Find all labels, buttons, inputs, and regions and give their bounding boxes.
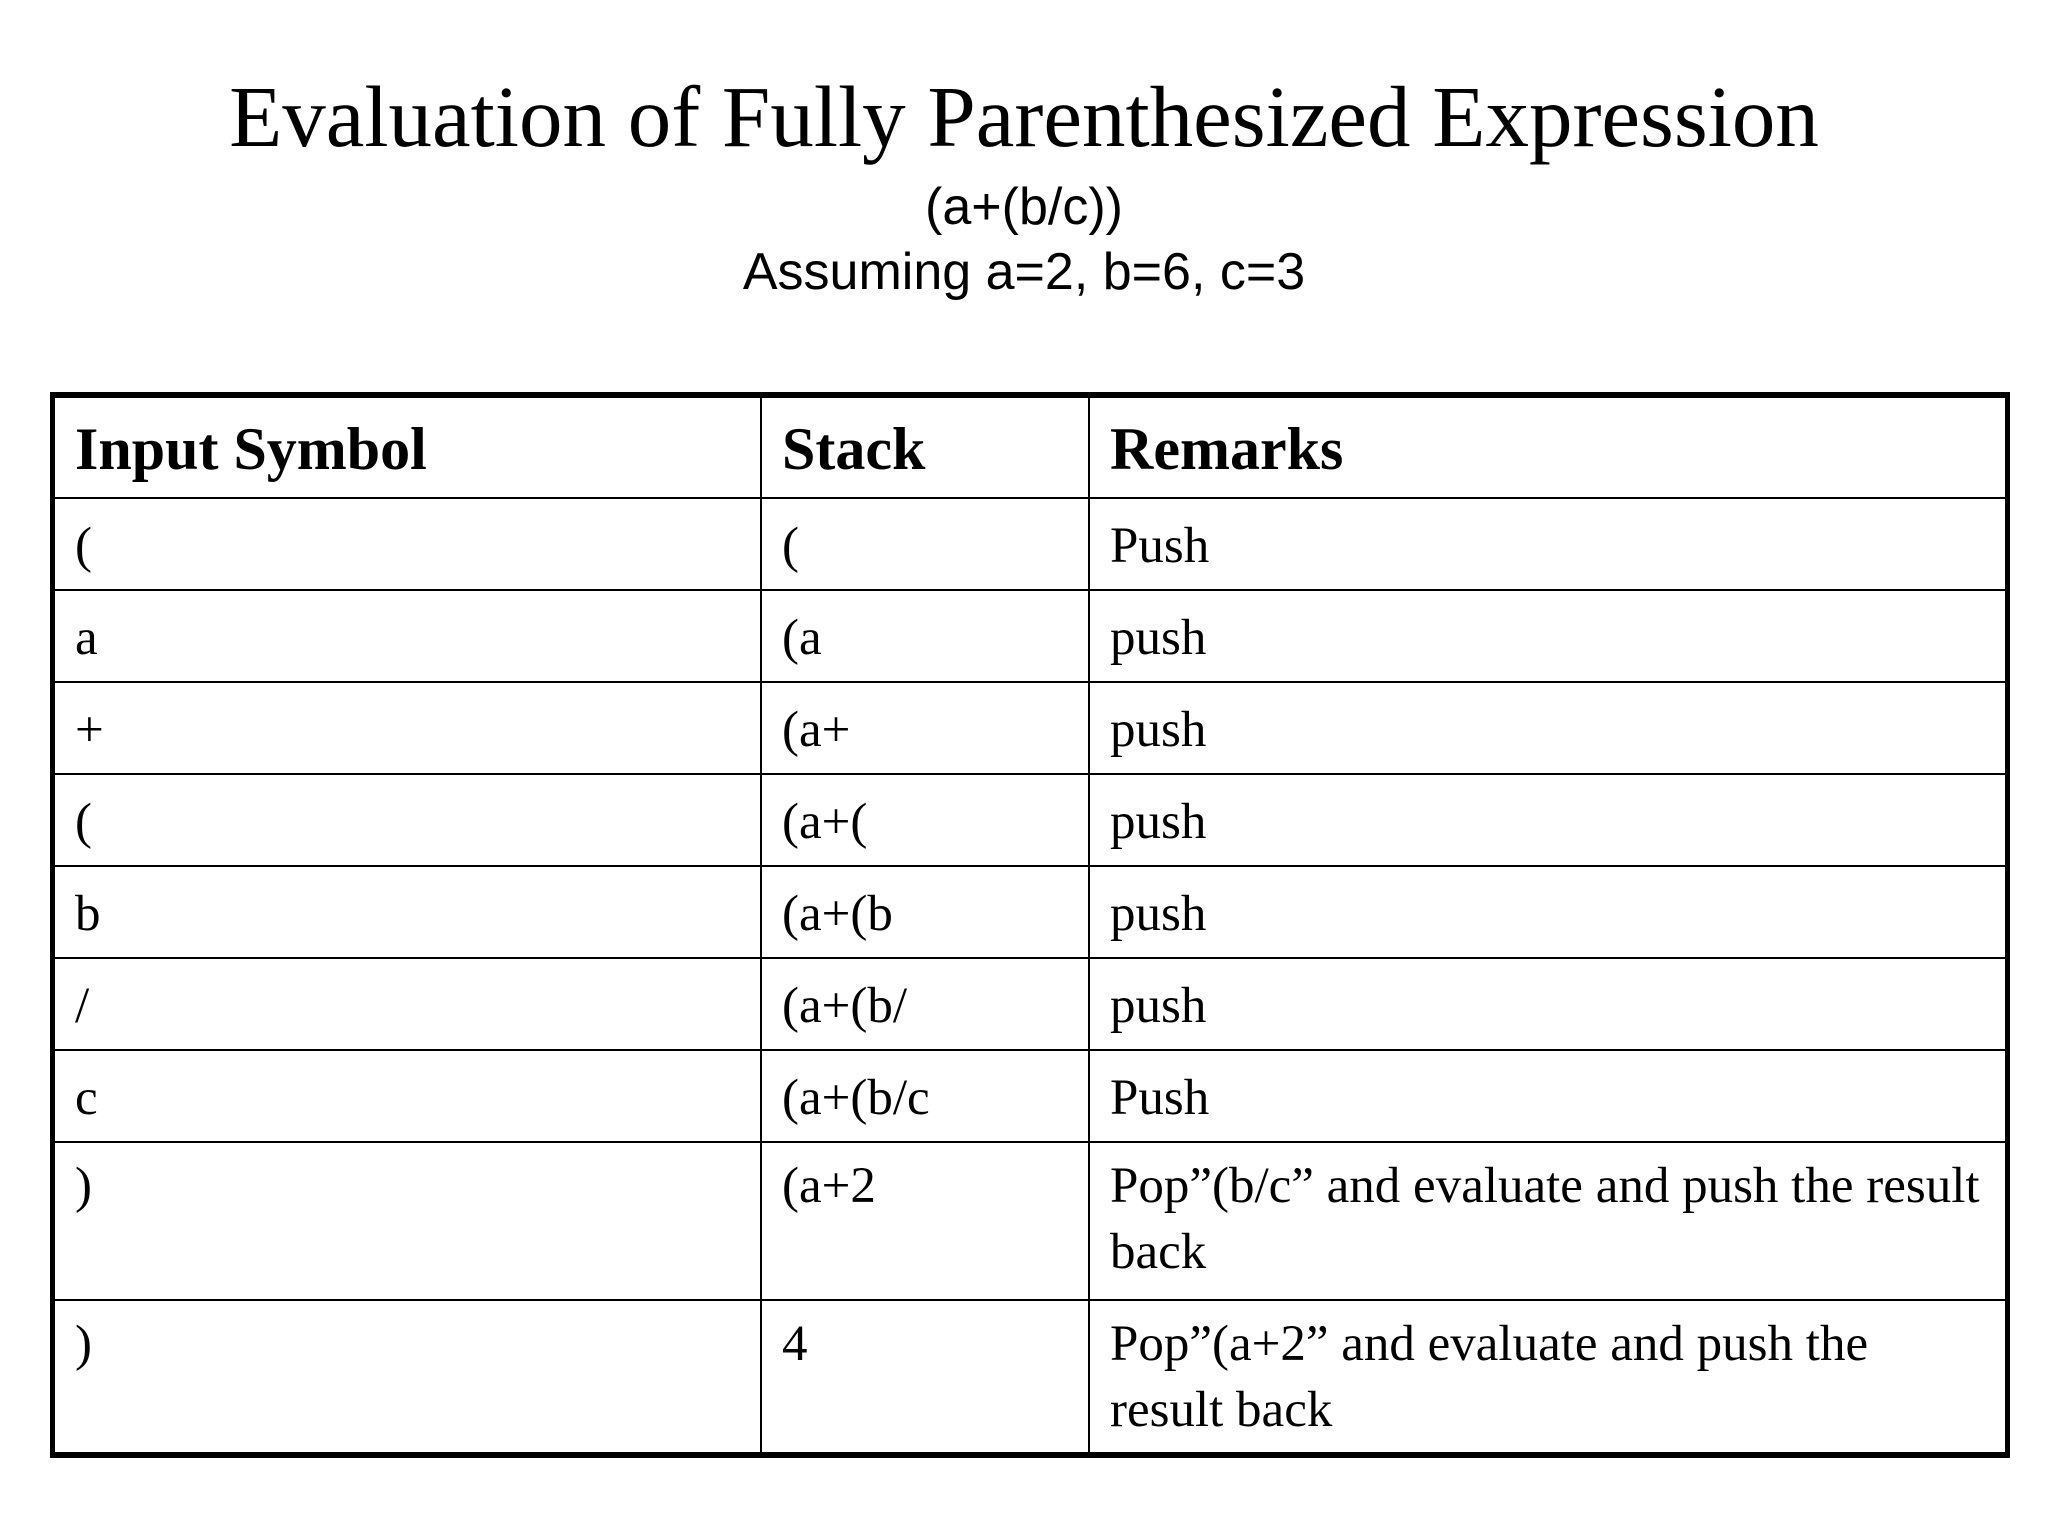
evaluation-table-grid	[55, 398, 2005, 1458]
cell-remarks: push	[1089, 866, 2005, 958]
cell-remarks: push	[1089, 958, 2005, 1050]
cell-remarks: push	[1089, 774, 2005, 866]
header-remarks: Remarks	[1089, 398, 2005, 498]
slide-title: Evaluation of Fully Parenthesized Expression	[229, 68, 1819, 165]
table-row	[55, 958, 2005, 1050]
cell-stack: (a+	[761, 682, 1089, 774]
cell-remarks: push	[1089, 590, 2005, 682]
expression-subtitle: (a+(b/c))	[925, 178, 1123, 236]
table-row	[55, 774, 2005, 866]
assumption-subtitle: Assuming a=2, b=6, c=3	[742, 243, 1306, 301]
cell-remarks: Push	[1089, 1050, 2005, 1142]
table-row	[55, 1050, 2005, 1142]
cell-input-symbol: )	[55, 1300, 761, 1458]
table-row	[55, 682, 2005, 774]
cell-remarks: Push	[1089, 498, 2005, 590]
cell-stack: (a+(b/c	[761, 1050, 1089, 1142]
cell-stack: (a	[761, 590, 1089, 682]
header-input-symbol: Input Symbol	[55, 398, 761, 498]
header-stack: Stack	[761, 398, 1089, 498]
cell-input-symbol: (	[55, 498, 761, 590]
cell-stack: (a+(b	[761, 866, 1089, 958]
cell-input-symbol: /	[55, 958, 761, 1050]
table-header-row	[55, 398, 2005, 498]
cell-input-symbol: )	[55, 1142, 761, 1300]
cell-remarks: push	[1089, 682, 2005, 774]
cell-stack: (	[761, 498, 1089, 590]
cell-input-symbol: (	[55, 774, 761, 866]
cell-stack: 4	[761, 1300, 1089, 1458]
evaluation-table	[50, 392, 2010, 1458]
table-row	[55, 498, 2005, 590]
table-row	[55, 866, 2005, 958]
cell-input-symbol: +	[55, 682, 761, 774]
cell-input-symbol: c	[55, 1050, 761, 1142]
table-row	[55, 1142, 2005, 1300]
cell-stack: (a+2	[761, 1142, 1089, 1300]
cell-stack: (a+(	[761, 774, 1089, 866]
cell-stack: (a+(b/	[761, 958, 1089, 1050]
table-row	[55, 1300, 2005, 1458]
cell-remarks: Pop”(b/c” and evaluate and push the result back	[1089, 1142, 2005, 1300]
cell-input-symbol: b	[55, 866, 761, 958]
cell-remarks: Pop”(a+2” and evaluate and push the result back	[1089, 1300, 2005, 1458]
cell-input-symbol: a	[55, 590, 761, 682]
table-row	[55, 590, 2005, 682]
